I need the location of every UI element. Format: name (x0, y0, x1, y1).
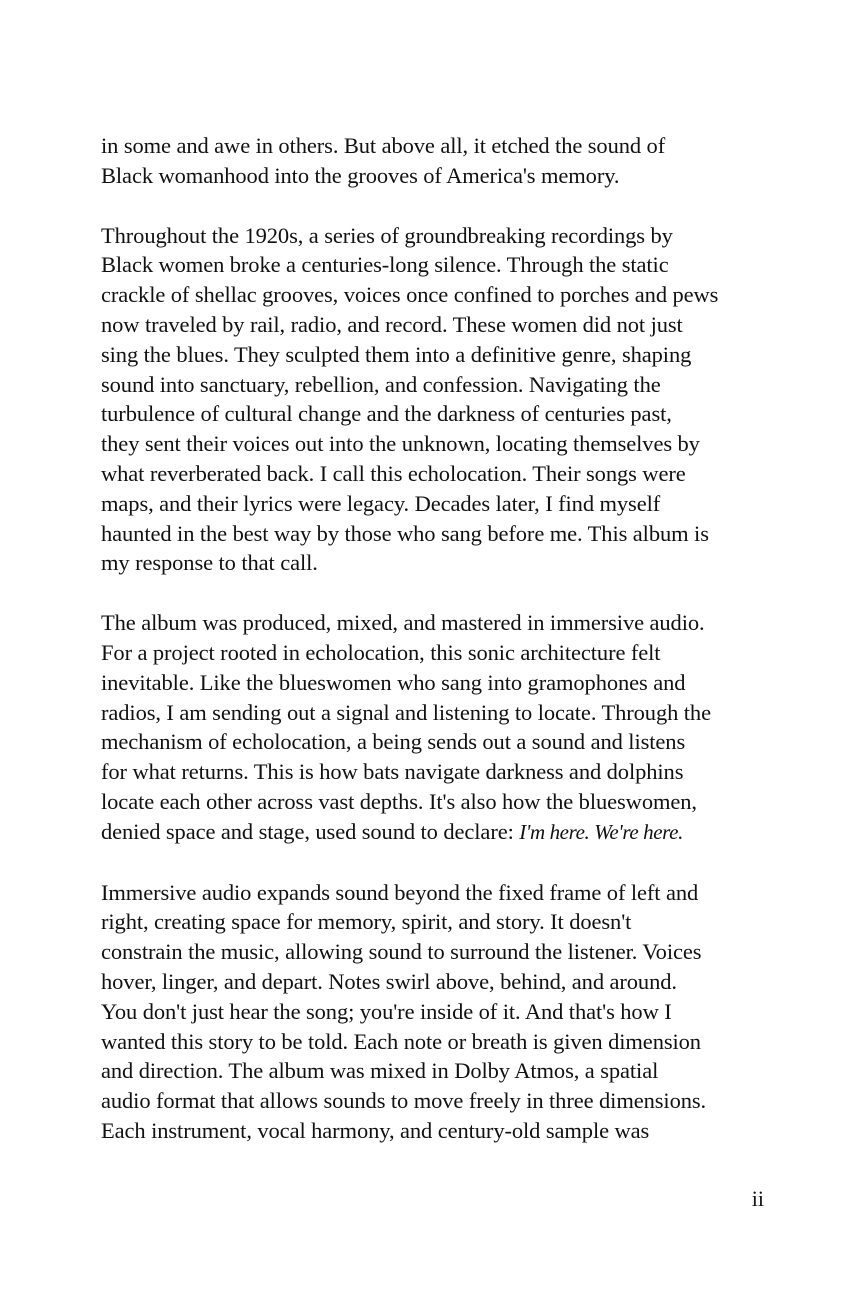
text-line: Immersive audio expands sound beyond the fixed frame of left and (101, 879, 699, 905)
italic-emphasis: I'm here. We're here. (519, 819, 683, 844)
text-line: Each instrument, vocal harmony, and century-old sample was (101, 1117, 650, 1143)
text-line: sound into sanctuary, rebellion, and confession. Navigating the (101, 371, 661, 397)
text-line: maps, and their lyrics were legacy. Decades later, I find myself (101, 490, 661, 516)
text-line: Black women broke a centuries-long silence. Through the static (101, 252, 669, 278)
text-line: audio format that allows sounds to move freely in three dimensions. (101, 1088, 707, 1114)
paragraph-3 (101, 608, 781, 847)
text-line: turbulence of cultural change and the darkness of centuries past, (101, 401, 672, 427)
paragraph-2 (101, 221, 781, 579)
text-line: Black womanhood into the grooves of America's memory. (101, 162, 620, 188)
text-line: constrain the music, allowing sound to surround the listener. Voices (101, 939, 702, 965)
text-line: mechanism of echolocation, a being sends out a sound and listens (101, 729, 686, 755)
text-line (101, 817, 781, 848)
text-line-prefix: denied space and stage, used sound to declare: (101, 818, 520, 844)
text-line: hover, linger, and depart. Notes swirl above, behind, and around. (101, 968, 677, 994)
text-line: crackle of shellac grooves, voices once confined to porches and pews (101, 282, 719, 308)
text-line: now traveled by rail, radio, and record. These women did not just (101, 311, 683, 337)
paragraph-4 (101, 878, 781, 1146)
text-line: for what returns. This is how bats navigate darkness and dolphins (101, 759, 684, 785)
text-line: and direction. The album was mixed in Dolby Atmos, a spatial (101, 1058, 659, 1084)
text-line: radios, I am sending out a signal and listening to locate. Through the (101, 699, 711, 725)
text-line: sing the blues. They sculpted them into a definitive genre, shaping (101, 341, 692, 367)
text-line: my response to that call. (101, 550, 318, 576)
text-line: wanted this story to be told. Each note or breath is given dimension (101, 1028, 701, 1054)
text-line: haunted in the best way by those who sang before me. This album is (101, 520, 709, 546)
text-line: Throughout the 1920s, a series of groundbreaking recordings by (101, 222, 673, 248)
text-line: The album was produced, mixed, and mastered in immersive audio. (101, 610, 705, 636)
text-line: For a project rooted in echolocation, this sonic architecture felt (101, 639, 661, 665)
text-line: inevitable. Like the blueswomen who sang into gramophones and (101, 669, 686, 695)
text-line: in some and awe in others. But above all, it etched the sound of (101, 133, 666, 158)
text-line: locate each other across vast depths. It's also how the blueswomen, (101, 788, 697, 814)
text-line: You don't just hear the song; you're inside of it. And that's how I (101, 998, 672, 1024)
text-line: they sent their voices out into the unknown, locating themselves by (101, 431, 700, 457)
text-line: what reverberated back. I call this echolocation. Their songs were (101, 460, 686, 486)
text-line: right, creating space for memory, spirit, and story. It doesn't (101, 909, 632, 935)
body-text (101, 131, 781, 1176)
paragraph-1 (101, 131, 781, 191)
page-number: ii (751, 1186, 764, 1211)
